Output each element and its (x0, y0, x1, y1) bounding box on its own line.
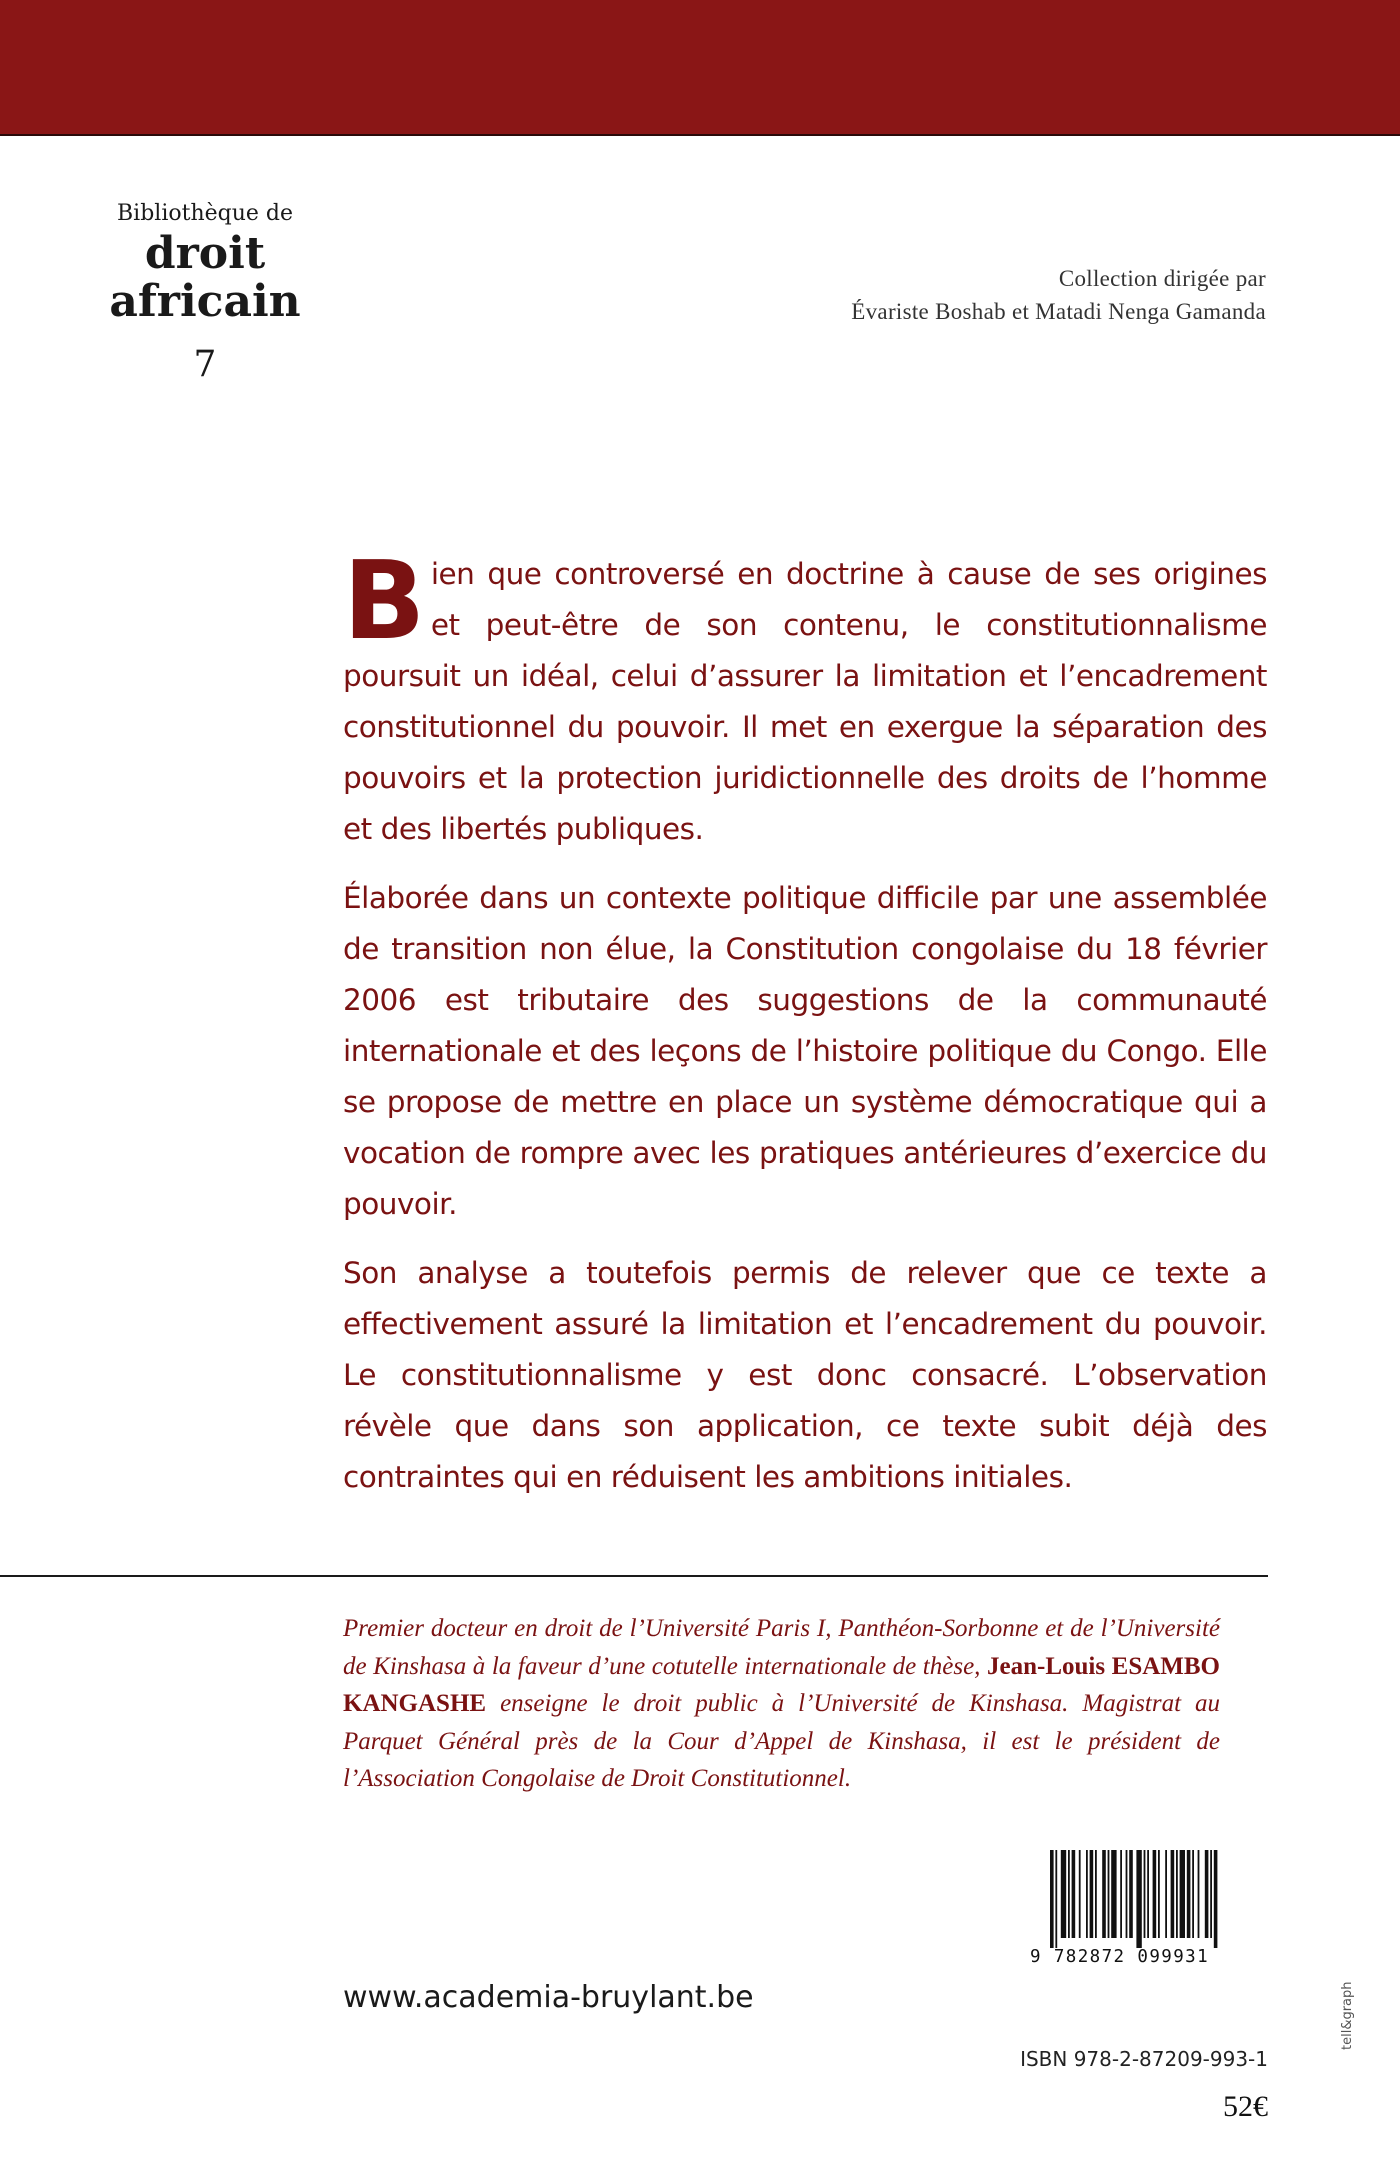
barcode-bar (1205, 1850, 1209, 1938)
barcode-bar (1079, 1850, 1081, 1938)
barcode-bar (1158, 1850, 1160, 1938)
barcode-digits: 9 782872 099931 (1030, 1947, 1210, 1967)
section-divider (0, 1575, 1268, 1577)
isbn-number: ISBN 978-2-87209-993-1 (1020, 2047, 1268, 2071)
barcode-bar (1180, 1850, 1185, 1938)
collection-label: Collection dirigée par (1058, 266, 1266, 291)
barcode-bar (1072, 1850, 1076, 1938)
barcode-bar (1090, 1850, 1094, 1938)
barcode-bar (1061, 1850, 1066, 1938)
price: 52€ (1223, 2090, 1268, 2123)
barcode-bar (1165, 1850, 1167, 1938)
blurb-paragraph-3: Son analyse a toutefois permis de relever que ce texte a effectivement assuré la limitation et l’encadrement du pouvoir. Le constitutionnalisme y est donc consacré. L’observation révèle que dans son application, ce texte subit déjà des contraintes qui en réduisent les ambitions initiales. (343, 1256, 1267, 1494)
barcode-bars (1050, 1850, 1270, 1948)
blurb-paragraph-1-text: ien que controversé en doctrine à cause de ses origines et peut-être de son contenu, le constitutionnalisme poursuit un idéal, celui d’assurer la limitation et l’encadrement constitutionnel du pouvoir. Il met en exergue la séparation des pouvoirs et la protection juridictionnelle des droits de l’homme et des libertés publiques. (343, 557, 1267, 846)
author-name: Jean-Louis ESAMBO KANGASHE (343, 1652, 1220, 1717)
barcode-bar (1210, 1850, 1212, 1938)
series-prefix: Bibliothèque de (117, 201, 293, 226)
barcode-bar (1136, 1850, 1141, 1948)
barcode-bar (1050, 1850, 1054, 1948)
barcode-bar (1176, 1850, 1178, 1938)
barcode-bar (1129, 1850, 1133, 1938)
designer-credit: tell&graph (1340, 1981, 1355, 2050)
series-title-line2: africain (109, 276, 301, 327)
collection-editors (851, 262, 1266, 328)
back-cover-blurb (343, 539, 1267, 1521)
barcode-bar (1144, 1850, 1146, 1938)
barcode-bar (1102, 1850, 1106, 1938)
series-logo (80, 198, 330, 390)
barcode-bar (1214, 1850, 1218, 1948)
series-title-line1: droit (144, 228, 266, 279)
barcode-bar (1120, 1850, 1122, 1938)
barcode-bar (1111, 1850, 1116, 1938)
barcode-bar (1086, 1850, 1088, 1938)
collection-directors: Évariste Boshab et Matadi Nenga Gamanda (851, 299, 1266, 324)
barcode-bar (1055, 1850, 1057, 1948)
barcode-bar (1192, 1850, 1194, 1938)
author-biography (343, 1610, 1220, 1798)
series-number: 7 (193, 344, 217, 385)
barcode-bar (1171, 1850, 1175, 1938)
barcode-bar (1198, 1850, 1200, 1938)
barcode-bar (1126, 1850, 1128, 1938)
barcode-bar (1153, 1850, 1157, 1938)
top-color-band (0, 0, 1400, 136)
blurb-paragraph-1 (343, 539, 1267, 855)
barcode-bar (1095, 1850, 1097, 1938)
author-bio-rest: enseigne le droit public à l’Université de Kinshasa. Magistrat au Parquet Général près de la Cour d’Appel de Kinshasa, il est le président de l’Association Congolaise de Droit Constitutionnel. (343, 1690, 1221, 1792)
barcode-bar (1187, 1850, 1191, 1938)
blurb-paragraph-2: Élaborée dans un contexte politique difficile par une assemblée de transition non élue, la Constitution congolaise du 18 février 2006 est tributaire des suggestions de la communauté internationale et des leçons de l’histoire politique du Congo. Elle se propose de mettre en place un système démocratique qui a vocation de rompre avec les pratiques antérieures d’exercice du pouvoir. (343, 881, 1267, 1221)
barcode-bar (1068, 1850, 1070, 1938)
isbn-barcode (1030, 1850, 1270, 1970)
author-bio-intro: Premier docteur en droit de l’Université Paris I, Panthéon-Sorbonne et de l’Université de Kinshasa à la faveur d’une cotutelle internationale de thèse, (343, 1615, 1220, 1680)
drop-cap: B (343, 539, 425, 664)
publisher-website: www.academia-bruylant.be (343, 1980, 754, 2015)
barcode-bar (1147, 1850, 1149, 1938)
barcode-bar (1108, 1850, 1110, 1938)
